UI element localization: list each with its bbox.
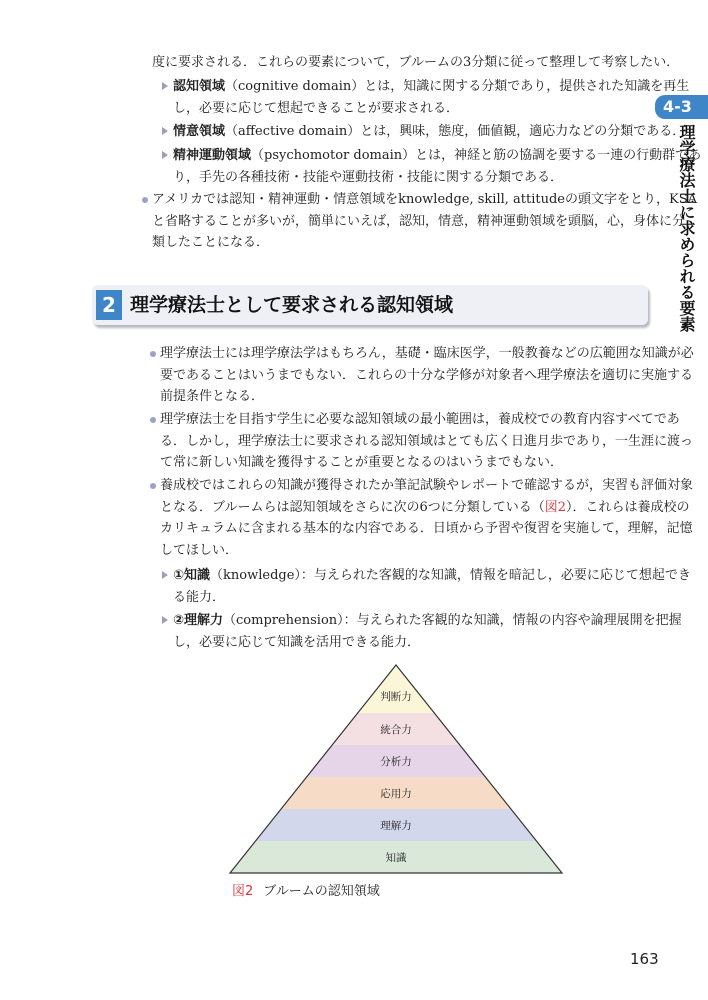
ability-text: し，必要に応じて知識を活用できる能力． <box>173 634 421 650</box>
domain-text: り，手先の各種技術・技能や運動技術・技能に関する分類である． <box>173 169 564 185</box>
intro-line: 度に要求される．これらの要素について，ブルームの3分類に従って整理して考察したい． <box>152 55 680 70</box>
figure-reference-link[interactable]: 図2 <box>544 499 567 515</box>
text-line: て常に新しい知識を獲得することが重要となるのはいうまでもない． <box>160 455 564 470</box>
text-line: カリキュラムに含まれる基本的な内容である．日頃から予習や復習を実施して，理解，記憶 <box>160 521 693 536</box>
figure-caption-text: ブルームの認知領域 <box>263 884 380 899</box>
ability-text: （knowledge）：与えられた客観的な知識，情報を暗記し，必要に応じて想起でき <box>210 568 691 583</box>
text-line: 類したことになる． <box>152 235 270 250</box>
pyramid-level-label: 応用力 <box>380 788 412 800</box>
text-line: 理学療法士には理学療法学はもちろん，基礎・臨床医学，一般教養などの広範囲な知識が必 <box>160 346 694 361</box>
figure-label: 図2 <box>232 884 254 899</box>
text-line: アメリカでは認知・精神運動・情意領域をknowledge, skill, attitudeの頭文字をとり，KSA <box>152 192 698 207</box>
pyramid-level-label: 統合力 <box>380 724 412 736</box>
domain-text: （psychomotor domain）とは，神経と筋の協調を要する一連の行動群であ <box>251 148 702 163</box>
ability-term: ②理解力 <box>173 613 224 628</box>
domain-text: （affective domain）とは，興味，態度，価値観，適応力などの分類である． <box>225 124 686 139</box>
pyramid-level-label: 分析力 <box>380 756 412 768</box>
figure-caption <box>232 880 380 899</box>
domain-term: 精神運動領域 <box>173 148 252 163</box>
text-line: と省略することが多いが，簡単にいえば，認知，情意，精神運動領域を頭脳，心，身体に分 <box>152 213 686 229</box>
text-line: 養成校ではこれらの知識が獲得されたか筆記試験やレポートで確認するが，実習も評価対象 <box>160 478 694 493</box>
text-line: してほしい． <box>160 542 239 558</box>
page-number: 163 <box>630 950 659 968</box>
ability-text: （comprehension）：与えられた客観的な知識，情報の内容や論理展開を把握 <box>223 613 682 628</box>
text-line: ）．これらは養成校の <box>566 499 690 515</box>
ability-text: る能力． <box>173 589 226 605</box>
domain-term: 情意領域 <box>173 124 226 139</box>
text-line: 前提条件となる． <box>160 389 265 404</box>
pyramid-level-band <box>358 665 435 713</box>
text-line: 要であることはいうまでもない．これらの十分な学修が対象者へ理学療法を適切に実施する <box>160 367 694 383</box>
domain-text: （cognitive domain）とは，知識に関する分類であり，提供された知識を再生 <box>225 79 690 94</box>
section-title: 理学療法士として要求される認知領域 <box>130 294 454 316</box>
pyramid-level-label: 知識 <box>385 852 407 864</box>
ability-term: ①知識 <box>173 568 211 583</box>
text-line: となる．ブルームらは認知領域をさらに次の6つに分類している（ <box>160 499 545 515</box>
pyramid-level-label: 判断力 <box>380 691 412 703</box>
text-line: 理学療法士を目指す学生に必要な認知領域の最小範囲は，養成校での教育内容すべてであ <box>160 412 680 427</box>
domain-text: し，必要に応じて想起できることが要求される． <box>173 100 460 116</box>
pyramid-level-label: 理解力 <box>380 820 412 832</box>
chapter-number: 4-3 <box>663 97 692 116</box>
section-number: 2 <box>96 290 122 320</box>
text-line: る．しかし，理学療法士に要求される認知領域はとても広く日進月歩であり，一生涯に渡っ <box>160 433 694 449</box>
chapter-title-vertical: 理学療法士に求められる要素 <box>677 124 696 332</box>
domain-term: 認知領域 <box>173 79 226 94</box>
